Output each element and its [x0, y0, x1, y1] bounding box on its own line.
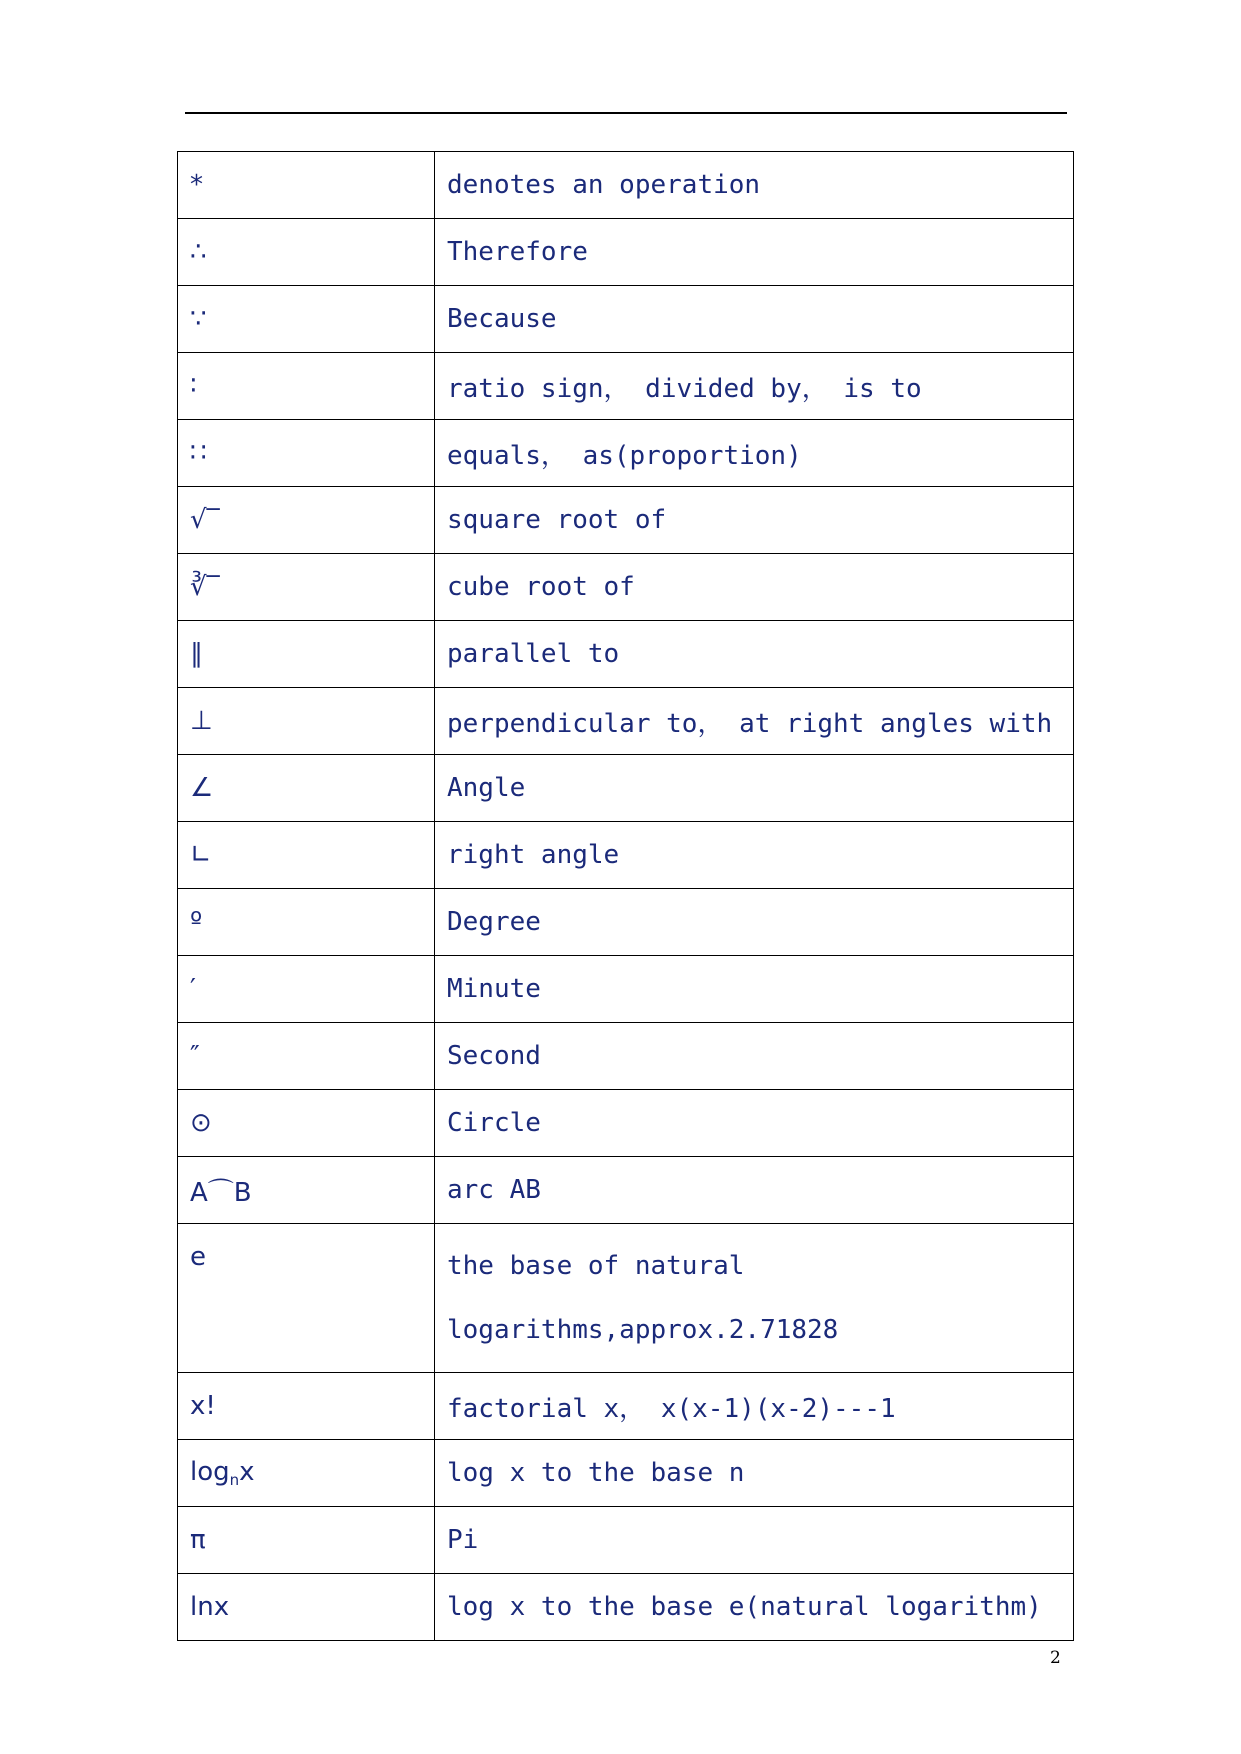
symbol-cell: ∴	[178, 219, 435, 286]
symbol-cell: ∠	[178, 755, 435, 822]
symbol-cell: ∛‾	[178, 554, 435, 621]
meaning-line: logarithms,approx.2.71828	[447, 1315, 839, 1345]
symbol-cell	[178, 1440, 435, 1507]
meaning-cell: ratio sign， divided by， is to	[435, 353, 1074, 420]
symbol-cell: lnx	[178, 1574, 435, 1641]
table-row	[178, 889, 1074, 956]
symbol-cell: *	[178, 152, 435, 219]
symbol-cell: ∟	[178, 822, 435, 889]
meaning-cell: Pi	[435, 1507, 1074, 1574]
symbol-cell: ⊙	[178, 1090, 435, 1157]
meaning-cell: cube root of	[435, 554, 1074, 621]
symbol-cell: ∵	[178, 286, 435, 353]
table-row	[178, 1574, 1074, 1641]
meaning-cell: equals， as(proportion)	[435, 420, 1074, 487]
table-row	[178, 152, 1074, 219]
meaning-cell: square root of	[435, 487, 1074, 554]
table-row	[178, 621, 1074, 688]
page-number: 2	[1050, 1648, 1061, 1668]
log-symbol-tail: x	[239, 1457, 255, 1487]
symbol-cell: ′	[178, 956, 435, 1023]
symbol-cell: e	[178, 1224, 435, 1373]
meaning-cell: Therefore	[435, 219, 1074, 286]
log-symbol-subscript: n	[229, 1471, 240, 1489]
table-row	[178, 755, 1074, 822]
table-row	[178, 1224, 1074, 1373]
symbol-cell: ∥	[178, 621, 435, 688]
table-row	[178, 286, 1074, 353]
meaning-cell: denotes an operation	[435, 152, 1074, 219]
math-symbols-table	[177, 151, 1074, 1641]
meaning-cell: perpendicular to， at right angles with	[435, 688, 1074, 755]
table-row	[178, 1157, 1074, 1224]
meaning-cell: Angle	[435, 755, 1074, 822]
symbol-cell: x!	[178, 1373, 435, 1440]
meaning-cell: Degree	[435, 889, 1074, 956]
table-row	[178, 688, 1074, 755]
table-row	[178, 487, 1074, 554]
meaning-cell	[435, 1224, 1074, 1373]
table-row	[178, 1507, 1074, 1574]
meaning-cell: Circle	[435, 1090, 1074, 1157]
meaning-line: the base of natural	[447, 1251, 745, 1281]
table-row	[178, 1373, 1074, 1440]
meaning-cell: parallel to	[435, 621, 1074, 688]
symbol-cell: A⌒B	[178, 1157, 435, 1224]
meaning-cell: arc AB	[435, 1157, 1074, 1224]
meaning-cell: Because	[435, 286, 1074, 353]
table-row	[178, 1023, 1074, 1090]
meaning-cell: log x to the base e(natural logarithm)	[435, 1574, 1074, 1641]
table-row	[178, 554, 1074, 621]
log-symbol-main: log	[190, 1457, 230, 1487]
meaning-cell: Minute	[435, 956, 1074, 1023]
meaning-cell: right angle	[435, 822, 1074, 889]
table-row	[178, 1440, 1074, 1507]
table-row	[178, 420, 1074, 487]
symbol-cell: ∶	[178, 353, 435, 420]
meaning-cell: log x to the base n	[435, 1440, 1074, 1507]
table-row	[178, 353, 1074, 420]
table-row	[178, 219, 1074, 286]
symbol-cell: ∷	[178, 420, 435, 487]
table-row	[178, 822, 1074, 889]
symbol-cell: √‾	[178, 487, 435, 554]
table-row	[178, 956, 1074, 1023]
header-rule	[185, 112, 1067, 114]
symbol-cell: ″	[178, 1023, 435, 1090]
meaning-cell: Second	[435, 1023, 1074, 1090]
symbol-cell: º	[178, 889, 435, 956]
symbol-cell: π	[178, 1507, 435, 1574]
symbol-cell: ⊥	[178, 688, 435, 755]
table-row	[178, 1090, 1074, 1157]
meaning-cell: factorial x， x(x-1)(x-2)---1	[435, 1373, 1074, 1440]
